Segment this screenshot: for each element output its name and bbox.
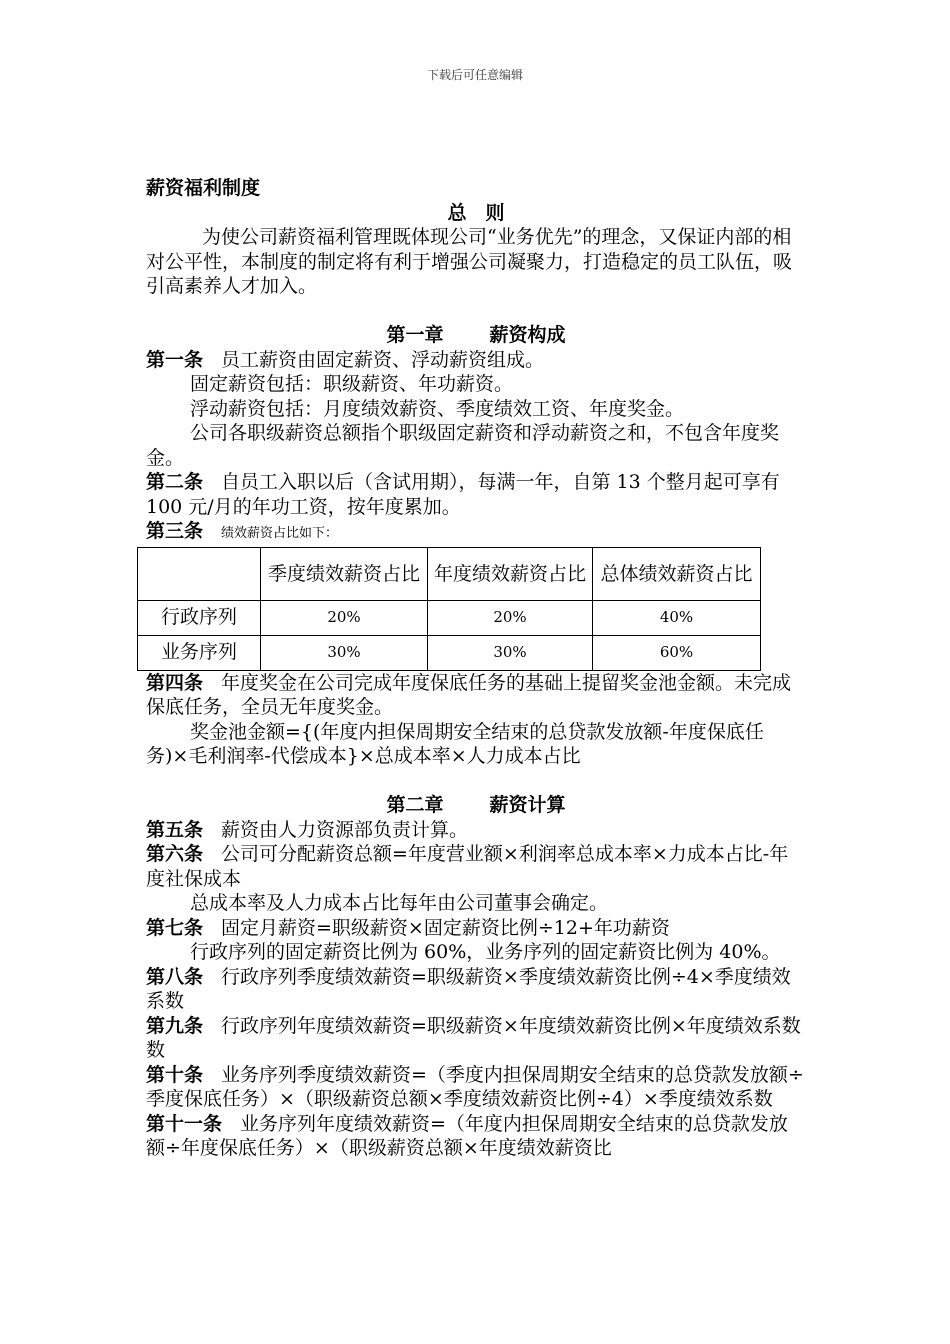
table-header-row	[138, 547, 761, 600]
table-cell: 20%	[261, 600, 428, 635]
article-10-label: 第十条	[146, 1063, 204, 1086]
table-cell: 30%	[428, 635, 593, 670]
article-7	[146, 916, 806, 941]
article-1-label: 第一条	[146, 348, 204, 371]
article-7-text: 固定月薪资=职级薪资×固定薪资比例÷12+年功薪资	[221, 916, 670, 939]
article-9	[146, 1014, 806, 1063]
table-header-cell: 总体绩效薪资占比	[593, 547, 761, 600]
article-7-note: 行政序列的固定薪资比例为 60%，业务序列的固定薪资比例为 40%。	[190, 941, 781, 963]
article-3-label: 第三条	[146, 520, 204, 542]
article-4-label: 第四条	[146, 671, 204, 694]
chapter2-number: 第二章	[386, 794, 444, 816]
header-note: 下载后可任意编辑	[426, 68, 523, 82]
table-row-label: 行政序列	[138, 600, 261, 635]
article-2-label: 第二条	[146, 471, 204, 493]
article-1-text: 员工薪资由固定薪资、浮动薪资组成。	[221, 348, 545, 371]
article-1	[146, 348, 806, 373]
article-6-label: 第六条	[146, 843, 204, 865]
intro-paragraph: 为使公司薪资福利管理既体现公司“业务优先”的理念，又保证内部的相对公平性，本制度的制定将有利于增强公司凝聚力，打造稳定的员工队伍，吸引高素养人才加入。	[146, 226, 793, 297]
table-cell: 20%	[428, 600, 593, 635]
article-11	[146, 1112, 806, 1161]
table-cell: 60%	[593, 635, 761, 670]
article-10-text: 业务序列季度绩效薪资=（季度内担保周期安全结束的总贷款发放额÷季度保底任务）×（职级薪资总额×季度绩效薪资比例÷4）×季度绩效系数	[146, 1063, 804, 1110]
article-5-text: 薪资由人力资源部负责计算。	[221, 818, 469, 841]
general-heading: 总 则	[447, 201, 505, 224]
table-row	[138, 600, 761, 635]
chapter1-number: 第一章	[386, 324, 444, 346]
chapter1-title: 薪资构成	[489, 324, 566, 346]
article-11-text: 业务序列年度绩效薪资=（年度内担保周期安全结束的总贷款发放额÷年度保底任务）×（职级薪资总额×年度绩效薪资比	[146, 1112, 788, 1159]
table-row	[138, 635, 761, 670]
article-2-text: 自员工入职以后（含试用期），每满一年，自第 13 个整月起可享有 100 元/月的年功工资，按年度累加。	[146, 471, 780, 518]
table-cell: 30%	[261, 635, 428, 670]
spacer	[146, 299, 806, 324]
document-title: 薪资福利制度	[146, 177, 261, 199]
article-8-text: 行政序列季度绩效薪资=职级薪资×季度绩效薪资比例÷4×季度绩效系数	[146, 965, 791, 1012]
article-3	[146, 519, 806, 547]
article-8-label: 第八条	[146, 965, 204, 988]
article-2	[146, 470, 806, 519]
article-8	[146, 965, 806, 1014]
table-header-cell: 年度绩效薪资占比	[428, 547, 593, 600]
article-9-label: 第九条	[146, 1014, 204, 1037]
article-1-floating: 浮动薪资包括：月度绩效薪资、季度绩效工资、年度奖金。	[190, 397, 685, 420]
article-3-text: 绩效薪资占比如下：	[221, 526, 339, 541]
article-6-text: 公司可分配薪资总额=年度营业额×利润率总成本率×力成本占比-年度社保成本	[146, 843, 789, 890]
performance-ratio-table	[137, 547, 761, 671]
article-7-label: 第七条	[146, 916, 204, 939]
article-1-total: 公司各职级薪资总额指个职级固定薪资和浮动薪资之和，不包含年度奖金。	[146, 422, 780, 469]
chapter2-heading	[146, 793, 806, 818]
article-4-formula: 奖金池金额={(年度内担保周期安全结束的总贷款发放额-年度保底任务)×毛利润率-代偿成本}×总成本率×人力成本占比	[146, 720, 764, 767]
chapter1-heading	[146, 323, 806, 348]
chapter2-title: 薪资计算	[489, 794, 566, 816]
article-4	[146, 671, 806, 720]
table-row-label: 业务序列	[138, 635, 261, 670]
article-10	[146, 1063, 806, 1112]
article-6	[146, 842, 806, 891]
article-5-label: 第五条	[146, 818, 204, 841]
spacer	[146, 769, 806, 794]
table-header-cell: 季度绩效薪资占比	[261, 547, 428, 600]
article-1-fixed: 固定薪资包括：职级薪资、年功薪资。	[190, 373, 514, 395]
article-9-text: 行政序列年度绩效薪资=职级薪资×年度绩效薪资比例×年度绩效系数数	[146, 1014, 801, 1061]
table-header-cell	[138, 547, 261, 600]
article-11-label: 第十一条	[146, 1112, 223, 1135]
article-6-note: 总成本率及人力成本占比每年由公司董事会确定。	[190, 892, 609, 914]
article-5	[146, 818, 806, 843]
table-cell: 40%	[593, 600, 761, 635]
article-4-text: 年度奖金在公司完成年度保底任务的基础上提留奖金池金额。未完成保底任务，全员无年度奖金。	[146, 671, 792, 718]
document-body	[146, 176, 806, 1161]
